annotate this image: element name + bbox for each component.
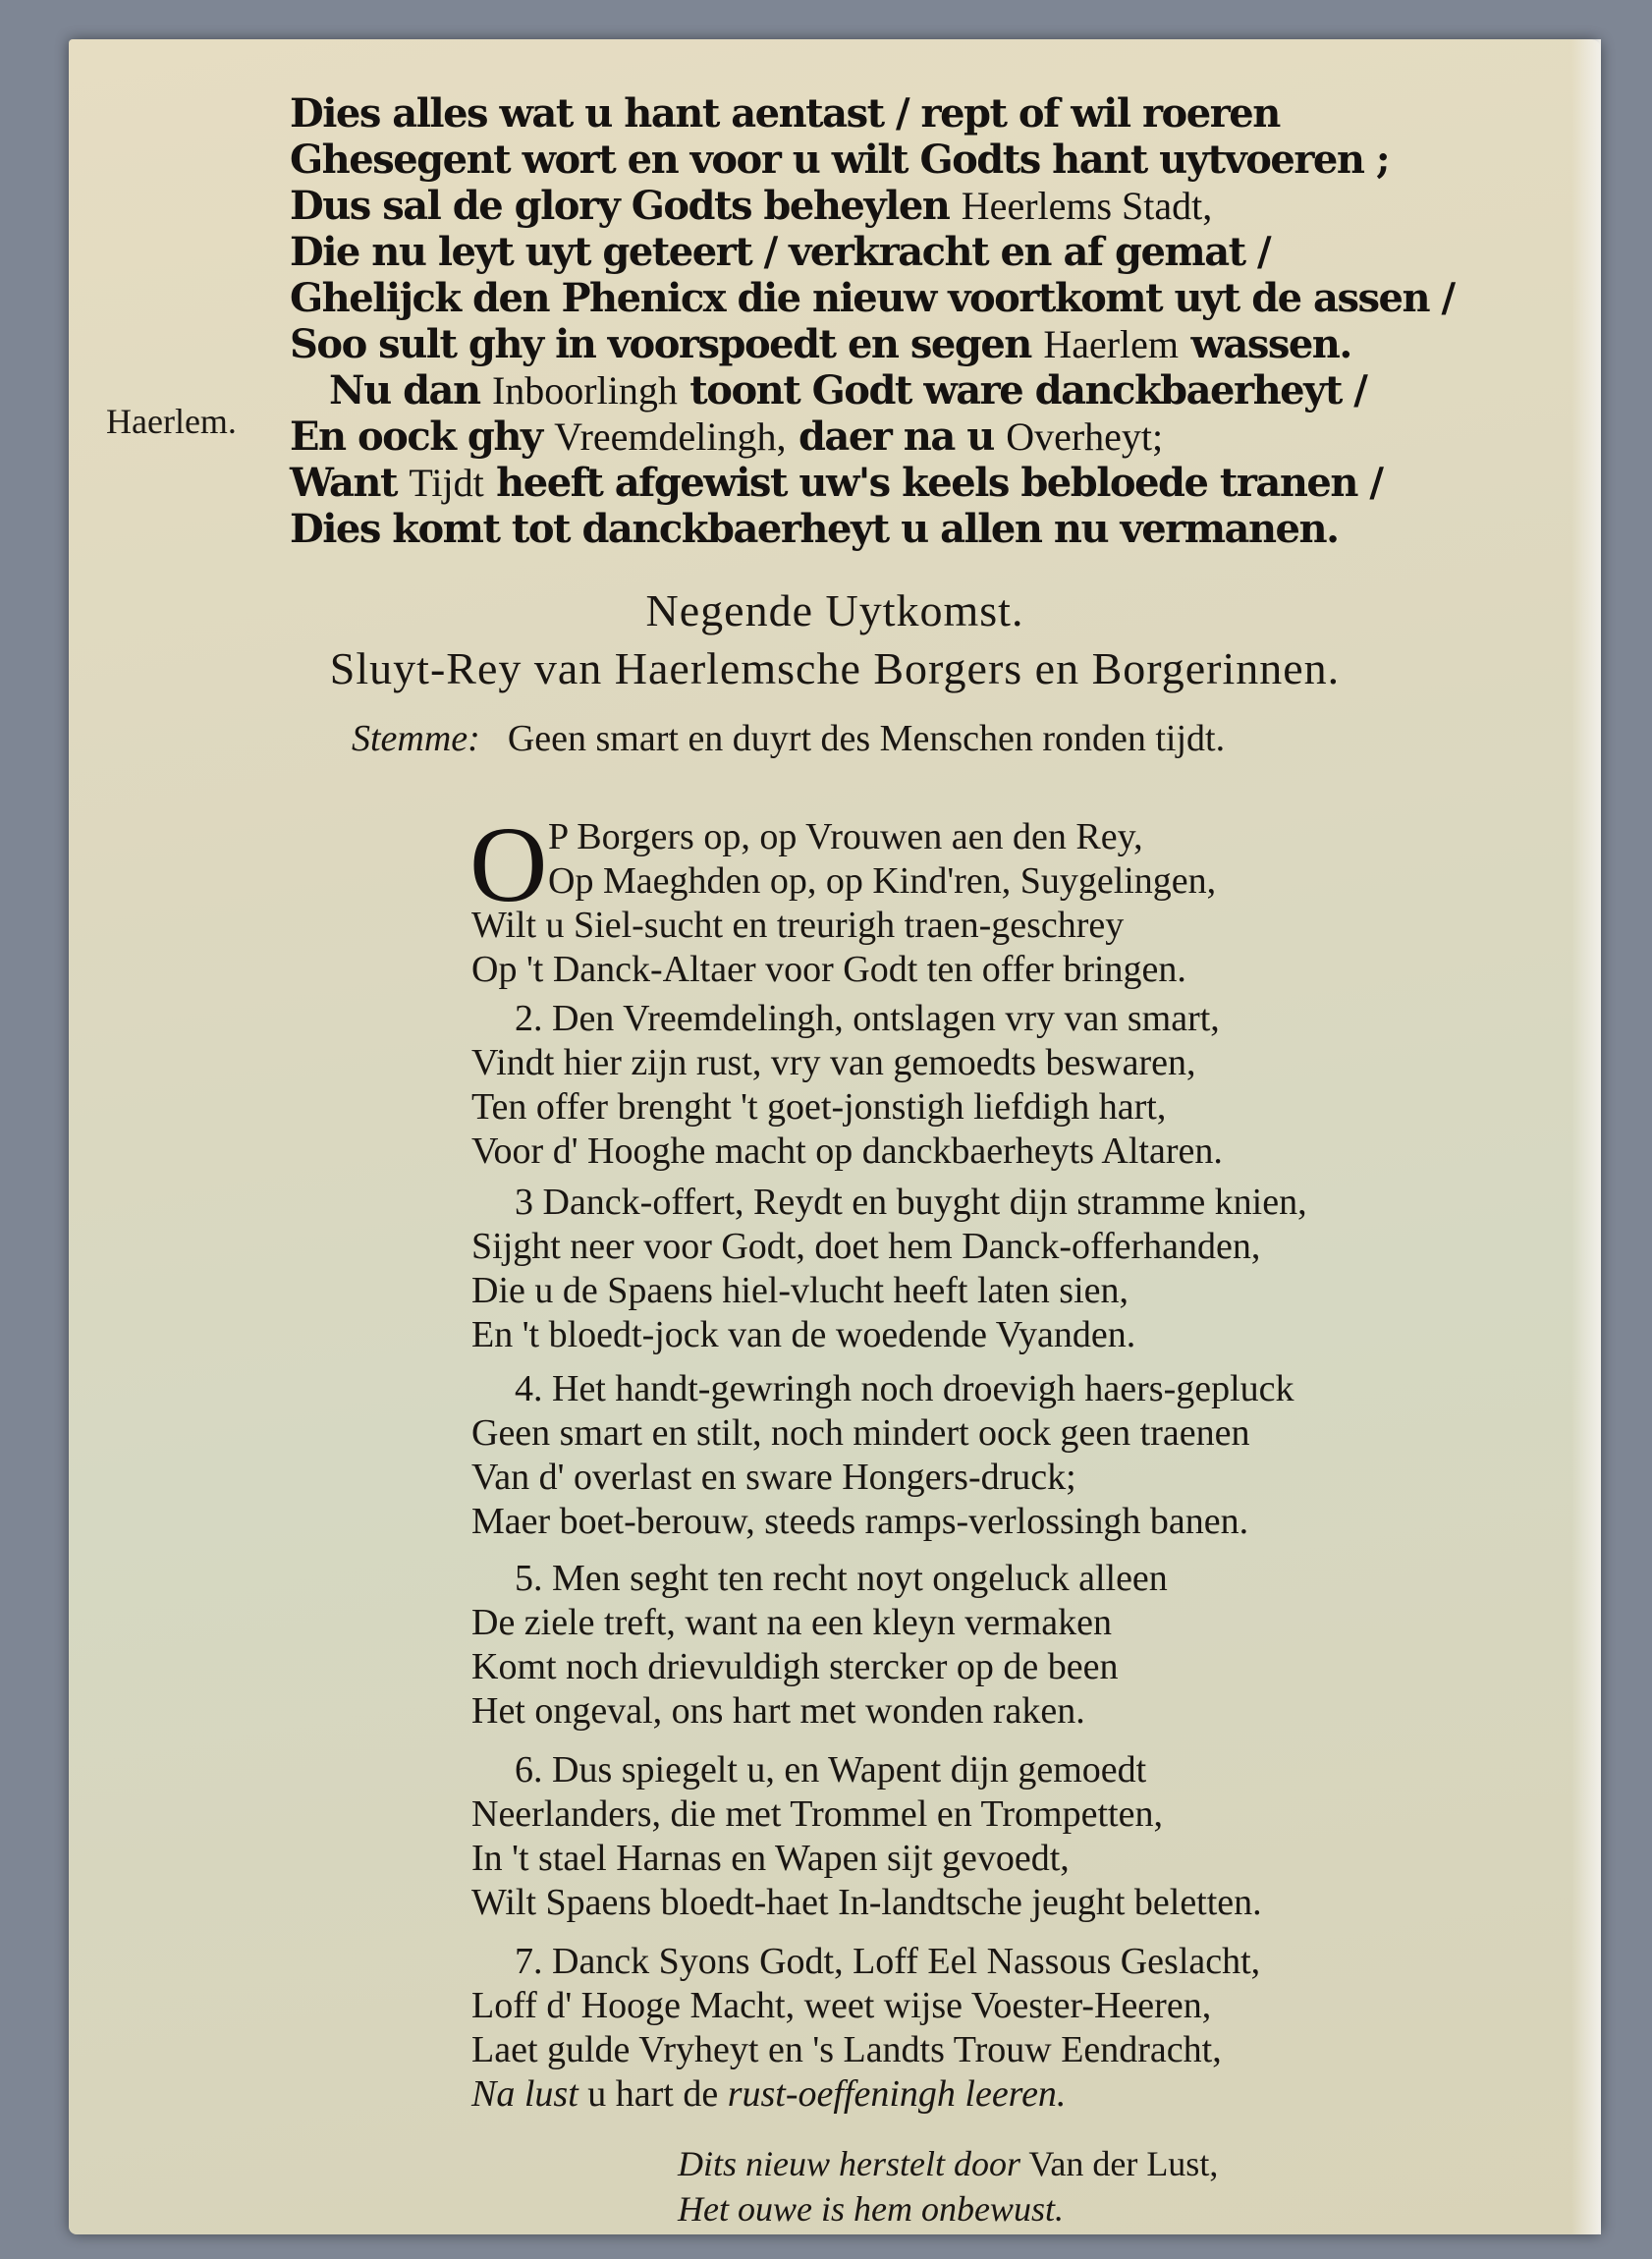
verse-line: Geen smart en stilt, noch mindert oock geen traenen: [471, 1412, 1250, 1454]
blackletter-line: Dus sal de glory Godts beheylen Heerlems Stadt,: [290, 183, 1213, 229]
verse-line: Van d' overlast en sware Hongers-druck;: [471, 1457, 1076, 1498]
verse-line: 4. Het handt-gewringh noch droevigh haers-gepluck: [515, 1368, 1294, 1409]
verse-line: 6. Dus spiegelt u, en Wapent dijn gemoedt: [515, 1749, 1147, 1791]
verse-line: De ziele treft, want na een kleyn vermaken: [471, 1602, 1113, 1643]
verse-line: 2. Den Vreemdelingh, ontslagen vry van smart,: [515, 998, 1220, 1039]
blackletter-line: Soo sult ghy in voorspoedt en segen Haerlem wassen.: [290, 321, 1351, 367]
verse-line: 3 Danck-offert, Reydt en buyght dijn stramme knien,: [515, 1182, 1307, 1223]
blackletter-line: Want Tijdt heeft afgewist uw's keels bebloede tranen /: [290, 460, 1383, 506]
blackletter-line: Die nu leyt uyt geteert / verkracht en af gemat /: [290, 229, 1271, 275]
verse-line: Op Maeghden op, op Kind'ren, Suygelingen,: [548, 860, 1217, 902]
stemme-label: Stemme:: [352, 718, 480, 759]
blackletter-line: Ghesegent wort en voor u wilt Godts hant uytvoeren ;: [290, 137, 1390, 183]
verse-line: 7. Danck Syons Godt, Loff Eel Nassous Geslacht,: [515, 1941, 1261, 1982]
blackletter-line: En oock ghy Vreemdelingh, daer na u Overheyt;: [290, 413, 1164, 460]
verse-line: Sijght neer voor Godt, doet hem Danck-offerhanden,: [471, 1226, 1261, 1267]
section-subheading: Sluyt-Rey van Haerlemsche Borgers en Borgerinnen.: [329, 643, 1341, 693]
verse-line: Vindt hier zijn rust, vry van gemoedts beswaren,: [471, 1042, 1196, 1083]
verse-line: Het ongeval, ons hart met wonden raken.: [471, 1690, 1085, 1732]
drop-cap: O: [469, 804, 548, 924]
verse-line: Op 't Danck-Altaer voor Godt ten offer bringen.: [471, 949, 1186, 990]
verse-line: In 't stael Harnas en Wapen sijt gevoedt,: [471, 1838, 1070, 1879]
blackletter-line: Dies alles wat u hant aentast / rept of wil roeren: [290, 90, 1280, 137]
section-heading: Negende Uytkomst.: [645, 585, 1024, 635]
footer-note: Het ouwe is hem onbewust.: [678, 2189, 1064, 2229]
verse-line: 5. Men seght ten recht noyt ongeluck alleen: [515, 1558, 1168, 1599]
verse-line: Neerlanders, die met Trommel en Trompetten,: [471, 1793, 1163, 1835]
blackletter-line: Dies komt tot danckbaerheyt u allen nu vermanen.: [290, 506, 1339, 552]
stemme-text: Geen smart en duyrt des Menschen ronden tijdt.: [507, 718, 1226, 759]
verse-line: Die u de Spaens hiel-vlucht heeft laten sien,: [471, 1270, 1129, 1311]
footer-credit: Dits nieuw herstelt door Van der Lust,: [678, 2144, 1219, 2183]
book-page: [69, 39, 1601, 2234]
verse-line: Wilt u Siel-sucht en treurigh traen-geschrey: [471, 905, 1125, 946]
verse-line: P Borgers op, op Vrouwen aen den Rey,: [548, 816, 1143, 857]
verse-line: Maer boet-berouw, steeds ramps-verlossingh banen.: [471, 1501, 1249, 1542]
verse-line: Voor d' Hooghe macht op danckbaerheyts Altaren.: [471, 1130, 1223, 1172]
margin-note: Haerlem.: [106, 402, 237, 441]
melody-indication: [352, 717, 1225, 760]
verse-line: Komt noch drievuldigh stercker op de been: [471, 1646, 1119, 1687]
verse-line: Laet gulde Vryheyt en 's Landts Trouw Eendracht,: [471, 2029, 1222, 2070]
verse-line: Na lust u hart de rust-oeffeningh leeren.: [471, 2073, 1067, 2115]
verse-line: En 't bloedt-jock van de woedende Vyanden.: [471, 1314, 1136, 1355]
blackletter-line: Nu dan Inboorlingh toont Godt ware danckbaerheyt /: [329, 367, 1367, 413]
verse-line: Loff d' Hooge Macht, weet wijse Voester-Heeren,: [471, 1985, 1212, 2026]
verse-line: Wilt Spaens bloedt-haet In-landtsche jeught beletten.: [471, 1882, 1262, 1923]
blackletter-line: Ghelijck den Phenicx die nieuw voortkomt uyt de assen /: [290, 275, 1455, 321]
verse-line: Ten offer brenght 't goet-jonstigh liefdigh hart,: [471, 1086, 1167, 1128]
